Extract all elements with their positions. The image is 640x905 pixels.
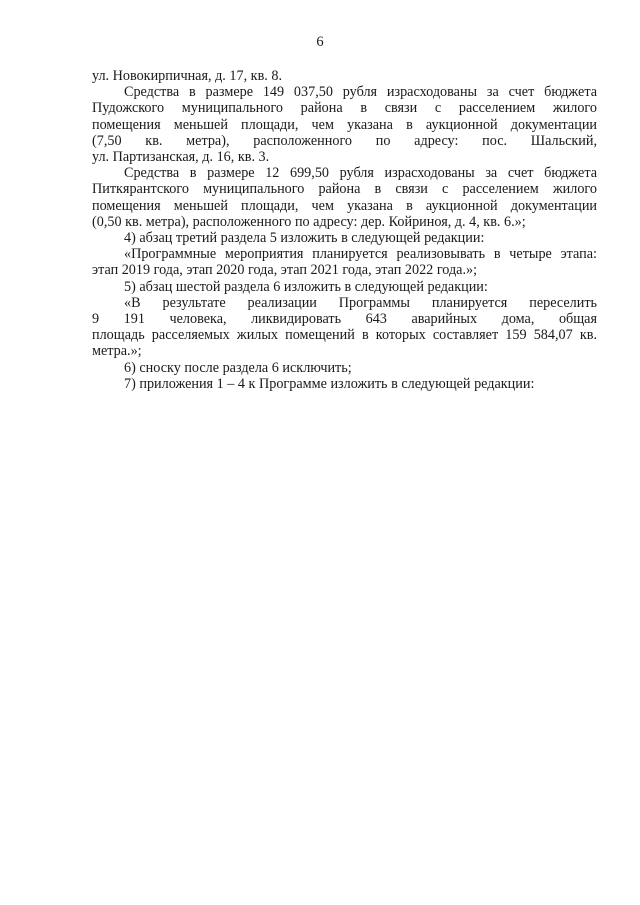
- text-line: «Программные мероприятия планируется реализовывать в четыре этапа:: [124, 246, 597, 263]
- paragraph-pitkyaranta-funds: [92, 165, 597, 230]
- text-line: (0,50 кв. метра), расположенного по адресу: дер. Койриноя, д. 4, кв. 6.»;: [92, 213, 526, 230]
- text-line: Пудожского муниципального района в связи с расселением жилого: [92, 100, 597, 117]
- text-line: Средства в размере 12 699,50 рубля израсходованы за счет бюджета: [124, 165, 597, 182]
- text-line: «В результате реализации Программы планируется переселить: [124, 294, 597, 311]
- document-body: [92, 68, 597, 392]
- text-line: 6) сноску после раздела 6 исключить;: [124, 359, 352, 376]
- text-line: площадь расселяемых жилых помещений в которых составляет 159 584,07 кв.: [92, 327, 597, 344]
- text-line: Средства в размере 149 037,50 рубля израсходованы за счет бюджета: [124, 84, 597, 101]
- paragraph-program-results: [92, 295, 597, 360]
- text-line: ул. Новокирпичная, д. 17, кв. 8.: [92, 68, 283, 84]
- text-line: этап 2019 года, этап 2020 года, этап 2021 года, этап 2022 года.»;: [92, 262, 478, 279]
- paragraph-item-4: [92, 230, 597, 246]
- paragraph-address-continuation: [92, 68, 597, 84]
- text-line: 7) приложения 1 – 4 к Программе изложить в следующей редакции:: [124, 375, 535, 392]
- text-line: 4) абзац третий раздела 5 изложить в следующей редакции:: [124, 230, 485, 247]
- text-line: помещения меньшей площади, чем указана в аукционной документации: [92, 116, 597, 133]
- text-line: Питкярантского муниципального района в связи с расселением жилого: [92, 181, 597, 198]
- text-line: 5) абзац шестой раздела 6 изложить в следующей редакции:: [124, 278, 488, 295]
- text-line: ул. Партизанская, д. 16, кв. 3.: [92, 149, 270, 166]
- paragraph-program-stages: [92, 246, 597, 278]
- text-line: (7,50 кв. метра), расположенного по адресу: пос. Шальский,: [92, 132, 597, 149]
- text-line: метра.»;: [92, 343, 142, 360]
- paragraph-item-6: [92, 360, 597, 376]
- text-line: помещения меньшей площади, чем указана в аукционной документации: [92, 197, 597, 214]
- paragraph-item-7: [92, 376, 597, 392]
- text-line: 9 191 человека, ликвидировать 643 аварийных дома, общая: [92, 311, 597, 328]
- page-number: 6: [316, 34, 324, 50]
- paragraph-pudozh-funds: [92, 84, 597, 165]
- paragraph-item-5: [92, 279, 597, 295]
